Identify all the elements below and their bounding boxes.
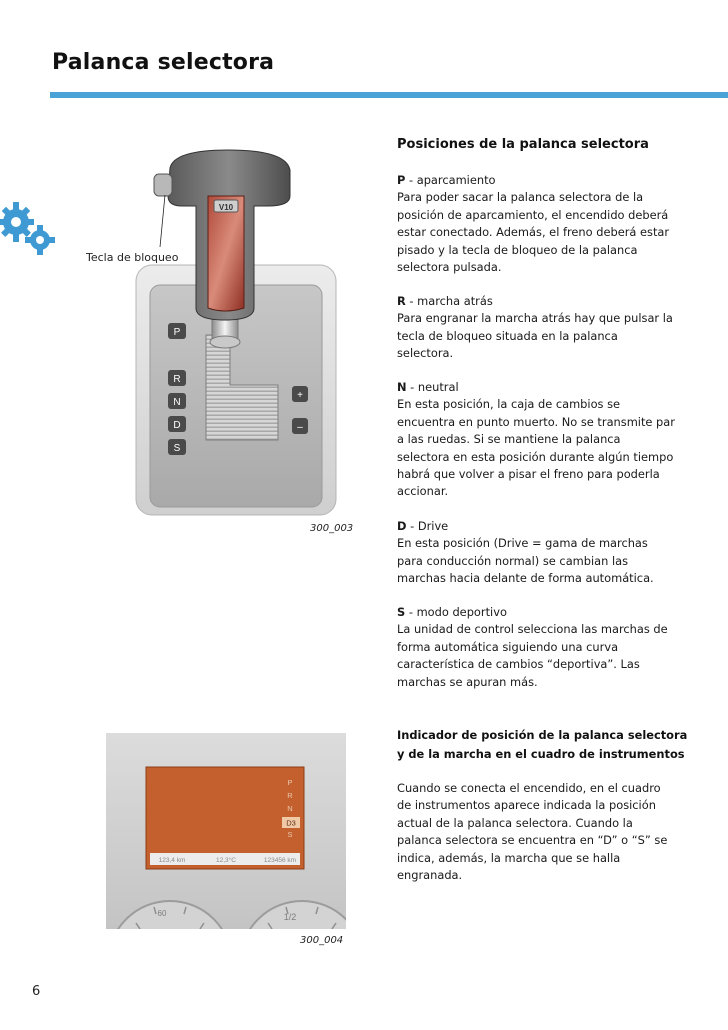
gears-icon [0, 196, 58, 258]
item-r-label: - marcha atrás [405, 294, 493, 308]
dial-right-label: 1/2 [283, 912, 297, 922]
section2-text: Cuando se conecta el encendido, en el cuadro de instrumentos aparece indicada la posición actual de la palanca selectora. Cuando la palanca selectora se encuentra en “D” o “S” se indica, además, la marcha que se halla engranada. [397, 781, 668, 883]
item-s-label: - modo deportivo [405, 605, 507, 619]
gate-label-r: R [173, 374, 181, 385]
display-gear-n: N [287, 804, 293, 813]
dial-left-label: 60 [157, 909, 167, 918]
knob-badge: V10 [218, 203, 234, 212]
display-odometer: 123456 km [263, 857, 297, 864]
gate-label-p: P [173, 327, 181, 338]
item-r-key: R [397, 294, 406, 308]
item-n [397, 379, 675, 501]
display-temp: 12,3°C [216, 857, 236, 864]
item-p [397, 172, 675, 276]
section2-heading: Indicador de posición de la palanca selectora y de la marcha en el cuadro de instrumentos [397, 728, 688, 761]
display-trip: 123,4 km [158, 857, 186, 864]
item-p-text: Para poder sacar la palanca selectora de la posición de aparcamiento, el encendido deberá estar conectado. Además, el freno deberá estar pisado y la tecla de bloqueo de la palanca selectora pulsada. [397, 190, 670, 275]
page-title: Palanca selectora [52, 50, 275, 75]
item-s [397, 604, 675, 691]
item-r-text: Para engranar la marcha atrás hay que pulsar la tecla de bloqueo situada en la palanca selectora. [397, 311, 673, 361]
display-gear-d3: D3 [286, 818, 296, 828]
page-number: 6 [32, 984, 41, 999]
section1-heading: Posiciones de la palanca selectora [397, 137, 649, 152]
gate-label-s: S [173, 443, 181, 454]
header-rule [50, 92, 728, 98]
item-n-label: - neutral [406, 380, 459, 394]
display-gear-p: P [287, 778, 293, 787]
item-r [397, 293, 675, 363]
item-p-key: P [397, 173, 406, 187]
item-d-key: D [397, 519, 407, 533]
tip-minus: – [297, 422, 303, 433]
selector-lever-figure [118, 140, 358, 530]
item-s-key: S [397, 605, 406, 619]
display-gear-s: S [287, 830, 293, 839]
gate-label-n: N [173, 397, 181, 408]
item-d-label: - Drive [406, 519, 449, 533]
item-d-text: En esta posición (Drive = gama de marchas para conducción normal) se cambian las marchas hacia delante de forma automática. [397, 536, 654, 586]
item-n-text: En esta posición, la caja de cambios se encuentra en punto muerto. No se transmite par a las ruedas. Si se mantiene la palanca selectora en esta posición durante algún tiempo habrá que volver a pisar el freno para poderla accionar. [397, 397, 675, 499]
figure2-caption: 300_004 [300, 935, 344, 946]
item-n-key: N [397, 380, 407, 394]
lock-button-callout: Tecla de bloqueo [86, 251, 179, 264]
item-p-label: - aparcamiento [405, 173, 496, 187]
item-s-text: La unidad de control selecciona las marchas de forma automática siguiendo una curva característica de cambios “deportiva”. Las marchas se apuran más. [397, 622, 668, 689]
instrument-cluster-figure [106, 733, 346, 929]
display-gear-r: R [287, 791, 293, 800]
item-d [397, 518, 675, 588]
figure1-caption: 300_003 [310, 523, 354, 534]
tip-plus: + [297, 390, 303, 401]
gate-label-d: D [173, 420, 181, 431]
